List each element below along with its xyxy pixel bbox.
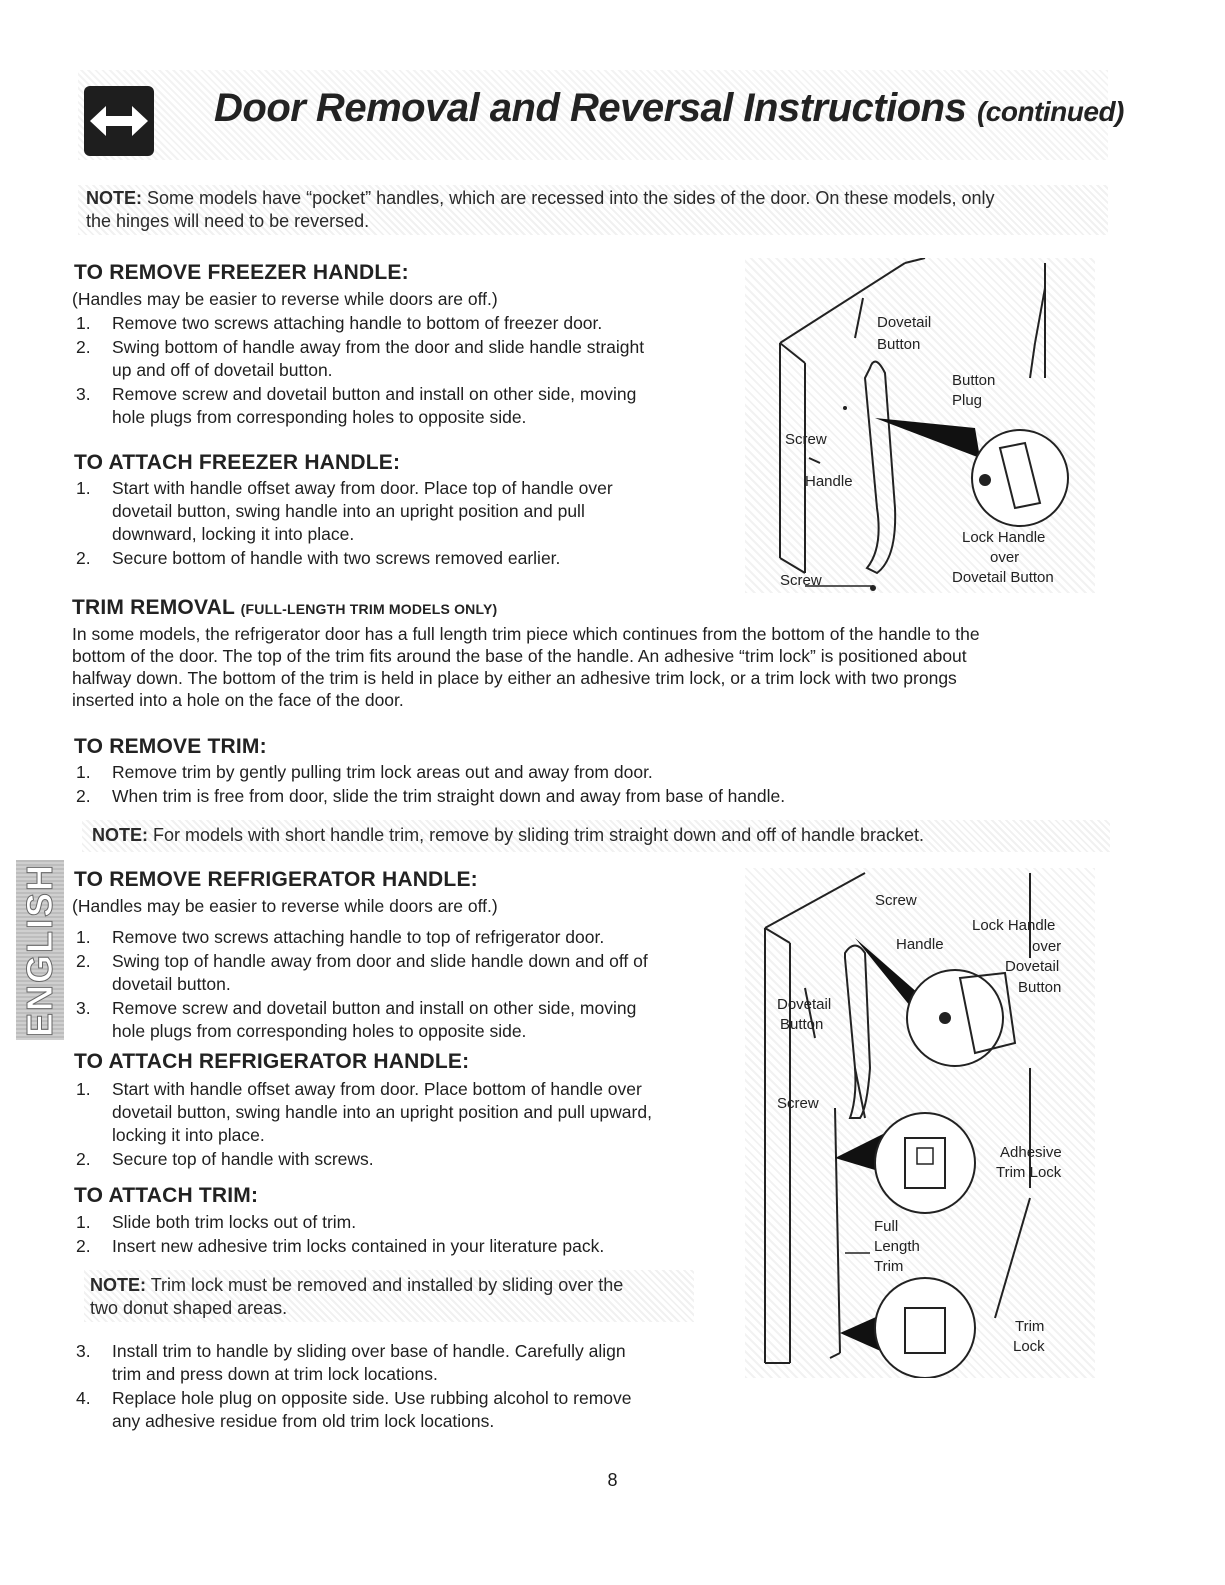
fig2-label-dovetail: Dovetail — [1005, 958, 1060, 975]
heading-remove-refrigerator-handle: TO REMOVE REFRIGERATOR HANDLE: — [74, 868, 478, 891]
trim-removal-paragraph: In some models, the refrigerator door has a full length trim piece which continues from the bottom of the handle to the bottom of the door. The top of the trim fits around the base of the handle. An adhesive “trim lock” is positioned about halfway down. The bottom of the trim is held in place by either an adhesive trim lock, or a trim lock with two prongs inserted into a hole on the face of the door. — [72, 624, 980, 710]
heading-attach-freezer-handle: TO ATTACH FREEZER HANDLE: — [74, 451, 401, 474]
heading-attach-trim: TO ATTACH TRIM: — [74, 1184, 259, 1207]
list-item: 2. Swing top of handle away from door and slide handle down and off of dovetail button. — [76, 951, 648, 994]
note-top: NOTE: Some models have “pocket” handles, which are recessed into the sides of the door. On these models, only the hinges will need to be reversed. — [86, 188, 995, 231]
heading-remove-trim: TO REMOVE TRIM: — [74, 735, 267, 758]
freezer-attach-steps — [72, 477, 732, 571]
label-handle: Handle — [805, 473, 853, 490]
fig2-label-trim: Trim — [874, 1258, 904, 1275]
note-mid: NOTE: For models with short handle trim, remove by sliding trim straight down and off of handle bracket. — [92, 825, 925, 845]
list-item: 3. Install trim to handle by sliding over base of handle. Carefully align trim and press down at trim lock locations. — [76, 1341, 626, 1384]
label-dovetail-button: Dovetail Button — [952, 569, 1054, 586]
note-trim: NOTE: Trim lock must be removed and installed by sliding over the two donut shaped areas. — [90, 1275, 624, 1318]
label-button-2: Button — [952, 372, 996, 389]
label-screw-bottom: Screw — [780, 572, 822, 589]
heading-trim-removal: TRIM REMOVAL (FULL-LENGTH TRIM MODELS ONLY) — [72, 596, 498, 619]
freezer-remove-steps — [72, 312, 732, 430]
fig2-label-full: Full — [874, 1218, 899, 1235]
label-lock-handle: Lock Handle — [962, 529, 1046, 546]
list-item: 1. Start with handle offset away from door. Place top of handle over dovetail button, swing handle into an upright position and pull downward, locking it into place. — [76, 478, 613, 544]
label-screw-top: Screw — [785, 431, 827, 448]
label-plug: Plug — [952, 392, 983, 409]
list-item: 2. When trim is free from door, slide the trim straight down and away from base of handle. — [76, 786, 786, 806]
label-dovetail: Dovetail — [877, 314, 932, 331]
fig2-label-trim-2: Trim — [1015, 1318, 1045, 1335]
list-item: 2. Secure top of handle with screws. — [76, 1149, 374, 1169]
reversal-arrows-icon — [84, 86, 154, 156]
fig2-label-button-left: Button — [780, 1016, 824, 1033]
fig2-label-lock-2: Lock — [1013, 1338, 1045, 1355]
fig2-label-button: Button — [1018, 979, 1062, 996]
label-button: Button — [877, 336, 921, 353]
fridge-remove-steps — [72, 926, 732, 1044]
label-over: over — [990, 549, 1020, 566]
fig2-label-dovetail-left: Dovetail — [777, 996, 832, 1013]
fig2-label-trim-lock: Trim Lock — [996, 1164, 1062, 1181]
fig2-label-adhesive: Adhesive — [1000, 1144, 1062, 1161]
fridge-remove-intro: (Handles may be easier to reverse while doors are off.) — [72, 896, 498, 916]
remove-trim-steps — [72, 761, 1072, 809]
list-item: 1. Remove two screws attaching handle to top of refrigerator door. — [76, 927, 605, 947]
list-item: 2. Secure bottom of handle with two screws removed earlier. — [76, 548, 561, 568]
list-item: 1. Remove two screws attaching handle to bottom of freezer door. — [76, 313, 603, 333]
fig2-label-lock-handle: Lock Handle — [972, 917, 1056, 934]
fig2-label-handle: Handle — [896, 936, 944, 953]
attach-trim-steps — [72, 1211, 732, 1259]
fig2-label-length: Length — [874, 1238, 920, 1255]
list-item: 1. Remove trim by gently pulling trim lock areas out and away from door. — [76, 762, 653, 782]
heading-attach-refrigerator-handle: TO ATTACH REFRIGERATOR HANDLE: — [74, 1050, 470, 1073]
fridge-attach-steps — [72, 1078, 752, 1172]
list-item: 1. Start with handle offset away from door. Place bottom of handle over dovetail button, swing handle into an upright position and pull upward, locking it into place. — [76, 1079, 652, 1145]
attach-trim-steps-2 — [72, 1340, 732, 1434]
list-item: 2. Swing bottom of handle away from the door and slide handle straight up and off of dovetail button. — [76, 337, 645, 380]
list-item: 3. Remove screw and dovetail button and install on other side, moving hole plugs from corresponding holes to opposite side. — [76, 998, 637, 1041]
page-number: 8 — [607, 1470, 618, 1490]
list-item: 1. Slide both trim locks out of trim. — [76, 1212, 357, 1232]
fig2-label-screw-top: Screw — [875, 892, 917, 909]
freezer-remove-intro: (Handles may be easier to reverse while doors are off.) — [72, 289, 498, 309]
heading-remove-freezer-handle: TO REMOVE FREEZER HANDLE: — [74, 261, 409, 284]
page-title: Door Removal and Reversal Instructions (continued) — [214, 86, 1124, 130]
list-item: 4. Replace hole plug on opposite side. Use rubbing alcohol to remove any adhesive residue from old trim lock locations. — [76, 1388, 632, 1431]
fig2-label-over: over — [1032, 938, 1062, 955]
language-tab: ENGLISH — [16, 860, 64, 1040]
fig2-label-screw-left: Screw — [777, 1095, 819, 1112]
list-item: 3. Remove screw and dovetail button and install on other side, moving hole plugs from corresponding holes to opposite side. — [76, 384, 637, 427]
list-item: 2. Insert new adhesive trim locks contained in your literature pack. — [76, 1236, 605, 1256]
